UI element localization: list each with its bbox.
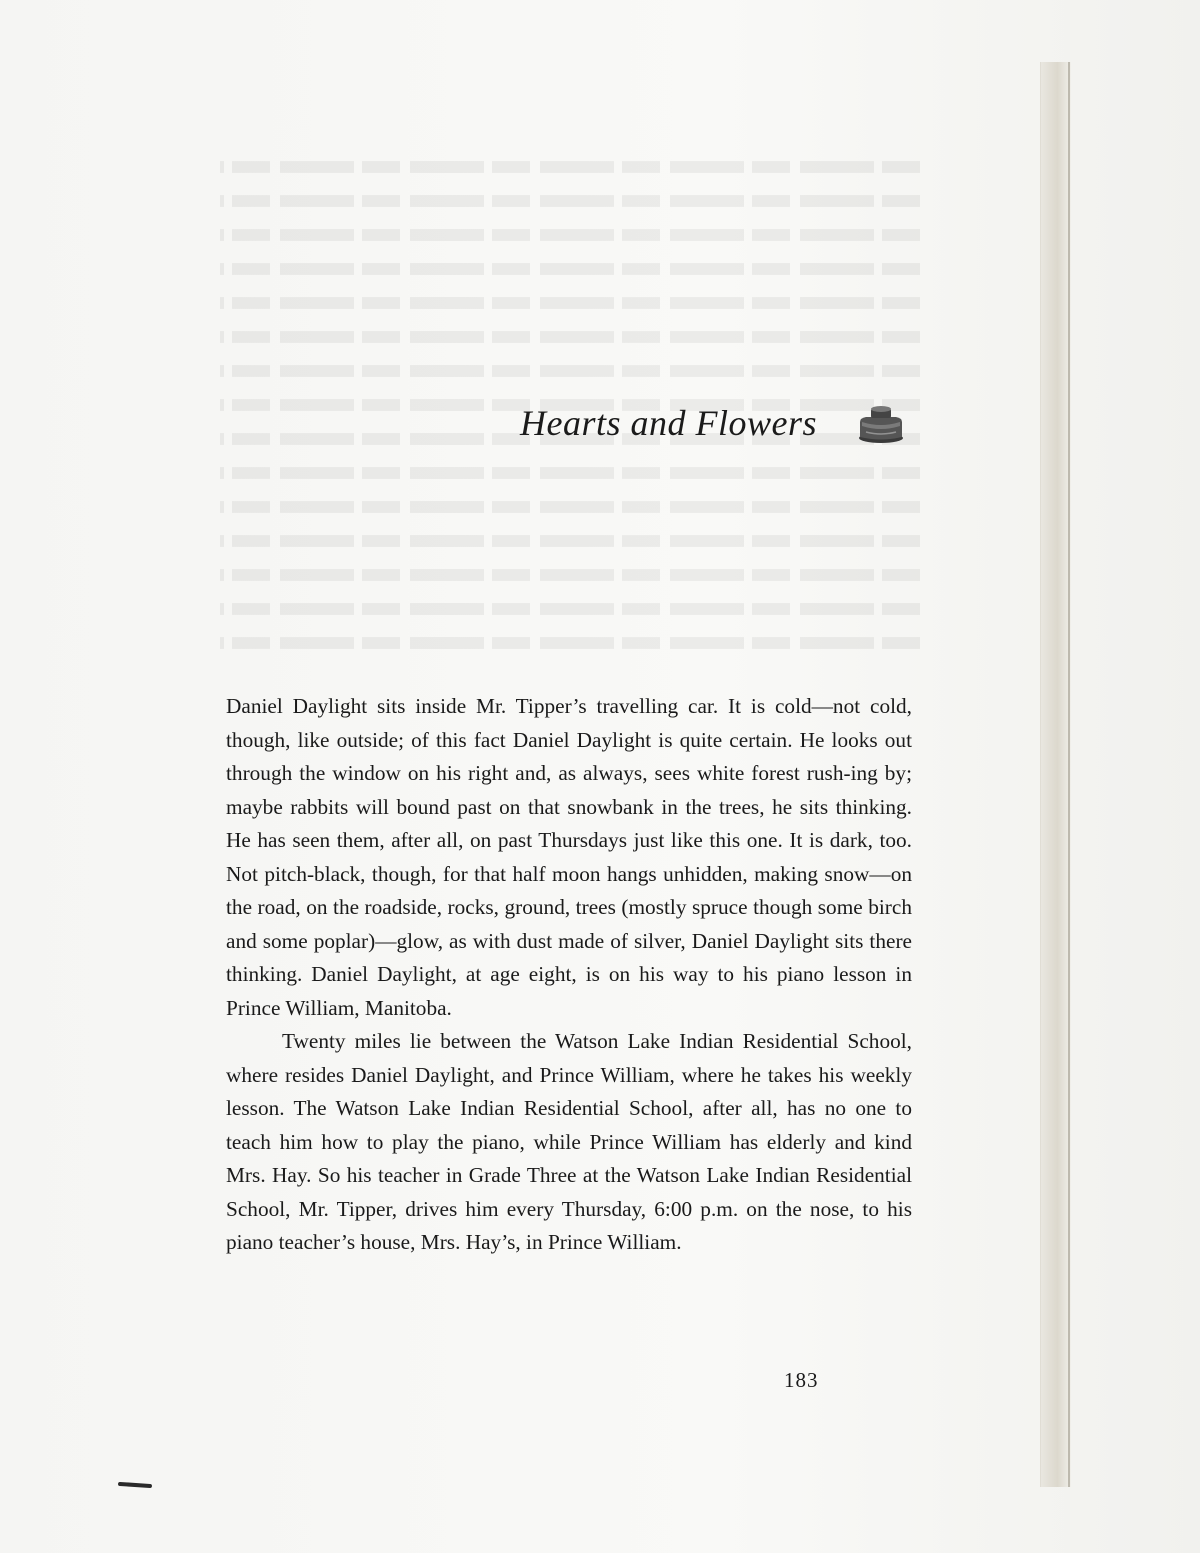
paragraph-1: Daniel Daylight sits inside Mr. Tipper’s travelling car. It is cold—not cold, though, like outside; of this fact Daniel Daylight is quite certain. He looks out through the window on his right and, as always, sees white forest rush-ing by; maybe rabbits will bound past on that snowbank in the trees, he sits thinking. He has seen them, after all, on past Thursdays just like this one. It is dark, too. Not pitch-black, though, for that half moon hangs unhidden, making snow—on the road, on the roadside, rocks, ground, trees (mostly spruce though some birch and some poplar)—glow, as with dust made of silver, Daniel Daylight sits there thinking. Daniel Daylight, at age eight, is on his way to his piano lesson in Prince William, Manitoba.: [226, 694, 912, 1020]
inkwell-icon: [856, 402, 906, 444]
page-edge: [1040, 62, 1071, 1487]
chapter-title: Hearts and Flowers: [520, 403, 817, 443]
page-number: 183: [784, 1368, 819, 1392]
paragraph-2: Twenty miles lie between the Watson Lake Indian Residential School, where resides Daniel Daylight, and Prince William, where he takes his weekly lesson. The Watson Lake Indian Residential School, after all, has no one to teach him how to play the piano, while Prince William has elderly and kind Mrs. Hay. So his teacher in Grade Three at the Watson Lake Indian Residential School, Mr. Tipper, drives him every Thursday, 6:00 p.m. on the nose, to his piano teacher’s house, Mrs. Hay’s, in Prince William.: [226, 1029, 912, 1254]
page-edge-line: [1068, 62, 1070, 1487]
body-text: [226, 690, 912, 1260]
scan-mark: [118, 1482, 152, 1488]
